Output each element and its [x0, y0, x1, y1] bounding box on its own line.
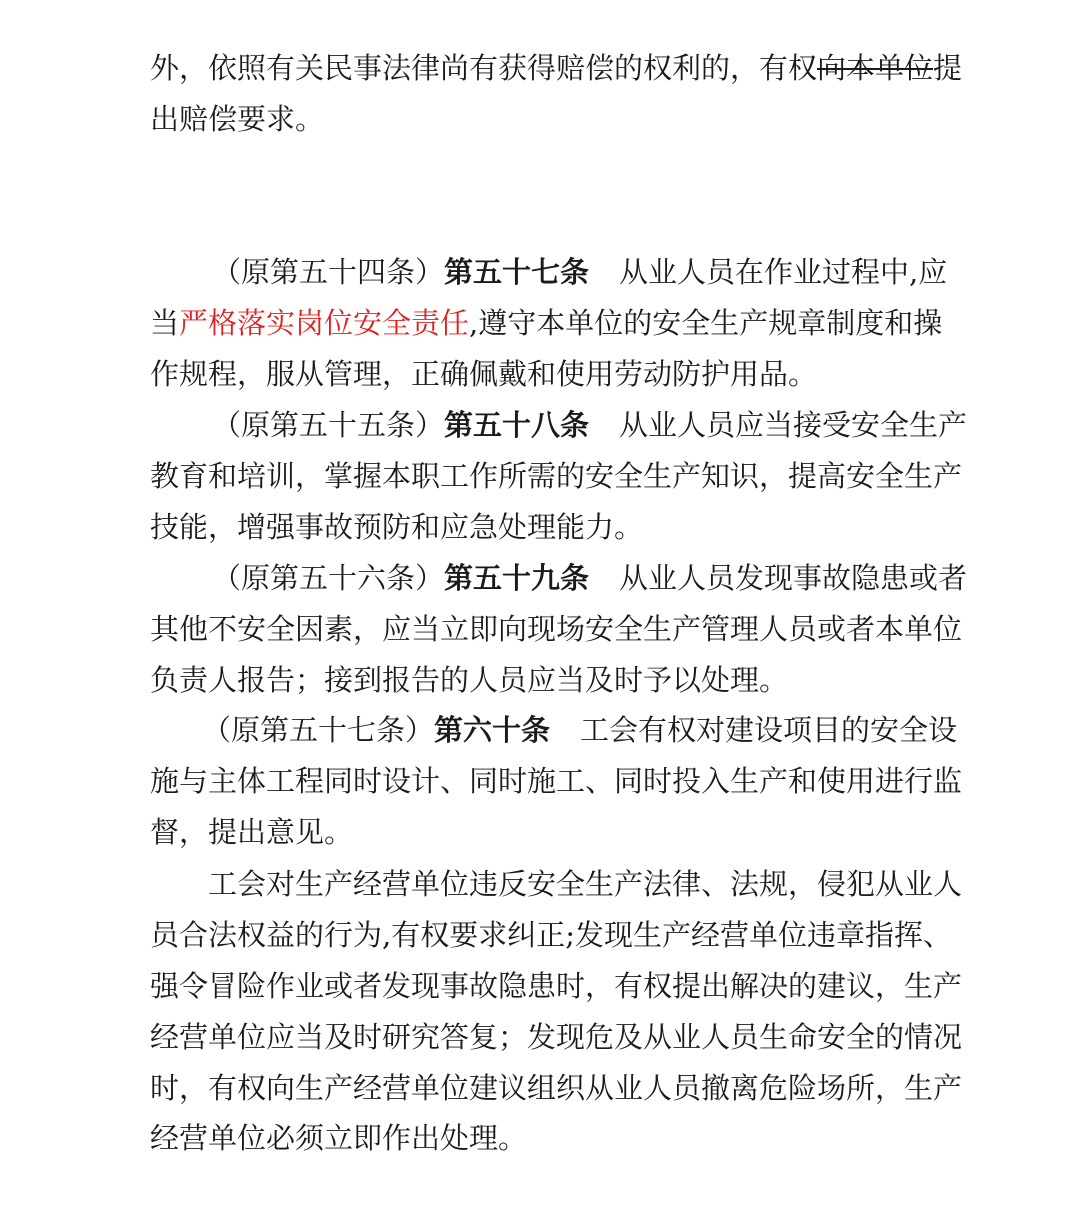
article-58-number: 第五十八条 — [444, 408, 590, 442]
article-60-number: 第六十条 — [434, 713, 551, 747]
article-60-para-2-line-4: 经营单位应当及时研究答复；发现危及从业人员生命安全的情况 — [150, 1020, 963, 1054]
article-57-line-2-text-a: 当 — [150, 306, 180, 340]
article-60-line-1-text: 工会有权对建设项目的安全设 — [580, 713, 958, 747]
article-59-line-1 — [150, 560, 968, 600]
article-60-para-2-line-3: 强令冒险作业或者发现事故隐患时，有权提出解决的建议，生产 — [150, 969, 963, 1003]
article-59-original-ref: （原第五十六条） — [212, 561, 445, 595]
article-57-line-1-text: 从业人员在作业过程中,应 — [619, 255, 948, 289]
article-60-para-2-line-5: 时，有权向生产经营单位建议组织从业人员撤离危险场所，生产 — [150, 1071, 963, 1105]
article-59-line-1-text: 从业人员发现事故隐患或者 — [619, 561, 968, 595]
paragraph-0-line-1 — [150, 50, 963, 90]
article-60-para-2-line-2: 员合法权益的行为,有权要求纠正;发现生产经营单位违章指挥、 — [150, 918, 952, 952]
article-58-original-ref: （原第五十五条） — [212, 408, 445, 442]
article-57-line-2-text-b: ,遵守本单位的安全生产规章制度和操 — [469, 306, 943, 340]
article-60-line-1 — [150, 712, 958, 752]
article-57-highlight-red: 严格落实岗位安全责任 — [179, 306, 470, 340]
article-59-number: 第五十九条 — [444, 561, 590, 595]
article-59-line-3: 负责人报告；接到报告的人员应当及时予以处理。 — [150, 663, 789, 697]
paragraph-0-text-a: 外，依照有关民事法律尚有获得赔偿的权利的，有权 — [150, 51, 818, 85]
paragraph-0-text-b: 提 — [933, 51, 963, 85]
article-60-original-ref: （原第五十七条） — [202, 713, 435, 747]
article-60-para-2-line-6: 经营单位必须立即作出处理。 — [150, 1121, 528, 1155]
article-57-line-1 — [150, 254, 950, 294]
article-57-original-ref: （原第五十四条） — [212, 255, 445, 289]
article-58-line-1-text: 从业人员应当接受安全生产 — [619, 408, 968, 442]
article-57-number: 第五十七条 — [444, 255, 590, 289]
paragraph-0-line-2: 出赔偿要求。 — [150, 102, 325, 136]
article-60-line-3: 督，提出意见。 — [150, 815, 354, 849]
article-58-line-3: 技能，增强事故预防和应急处理能力。 — [150, 510, 644, 544]
article-57-line-3: 作规程，服从管理，正确佩戴和使用劳动防护用品。 — [150, 357, 818, 391]
article-60-para-2-line-1: 工会对生产经营单位违反安全生产法律、法规，侵犯从业人 — [208, 867, 963, 901]
article-58-line-2: 教育和培训，掌握本职工作所需的安全生产知识，提高安全生产 — [150, 459, 963, 493]
article-60-line-2: 施与主体工程同时设计、同时施工、同时投入生产和使用进行监 — [150, 764, 963, 798]
article-57-line-2 — [150, 305, 950, 345]
article-58-line-1 — [150, 407, 968, 447]
paragraph-0-strikethrough-text: 向本单位 — [817, 51, 934, 85]
article-59-line-2: 其他不安全因素，应当立即向现场安全生产管理人员或者本单位 — [150, 612, 963, 646]
